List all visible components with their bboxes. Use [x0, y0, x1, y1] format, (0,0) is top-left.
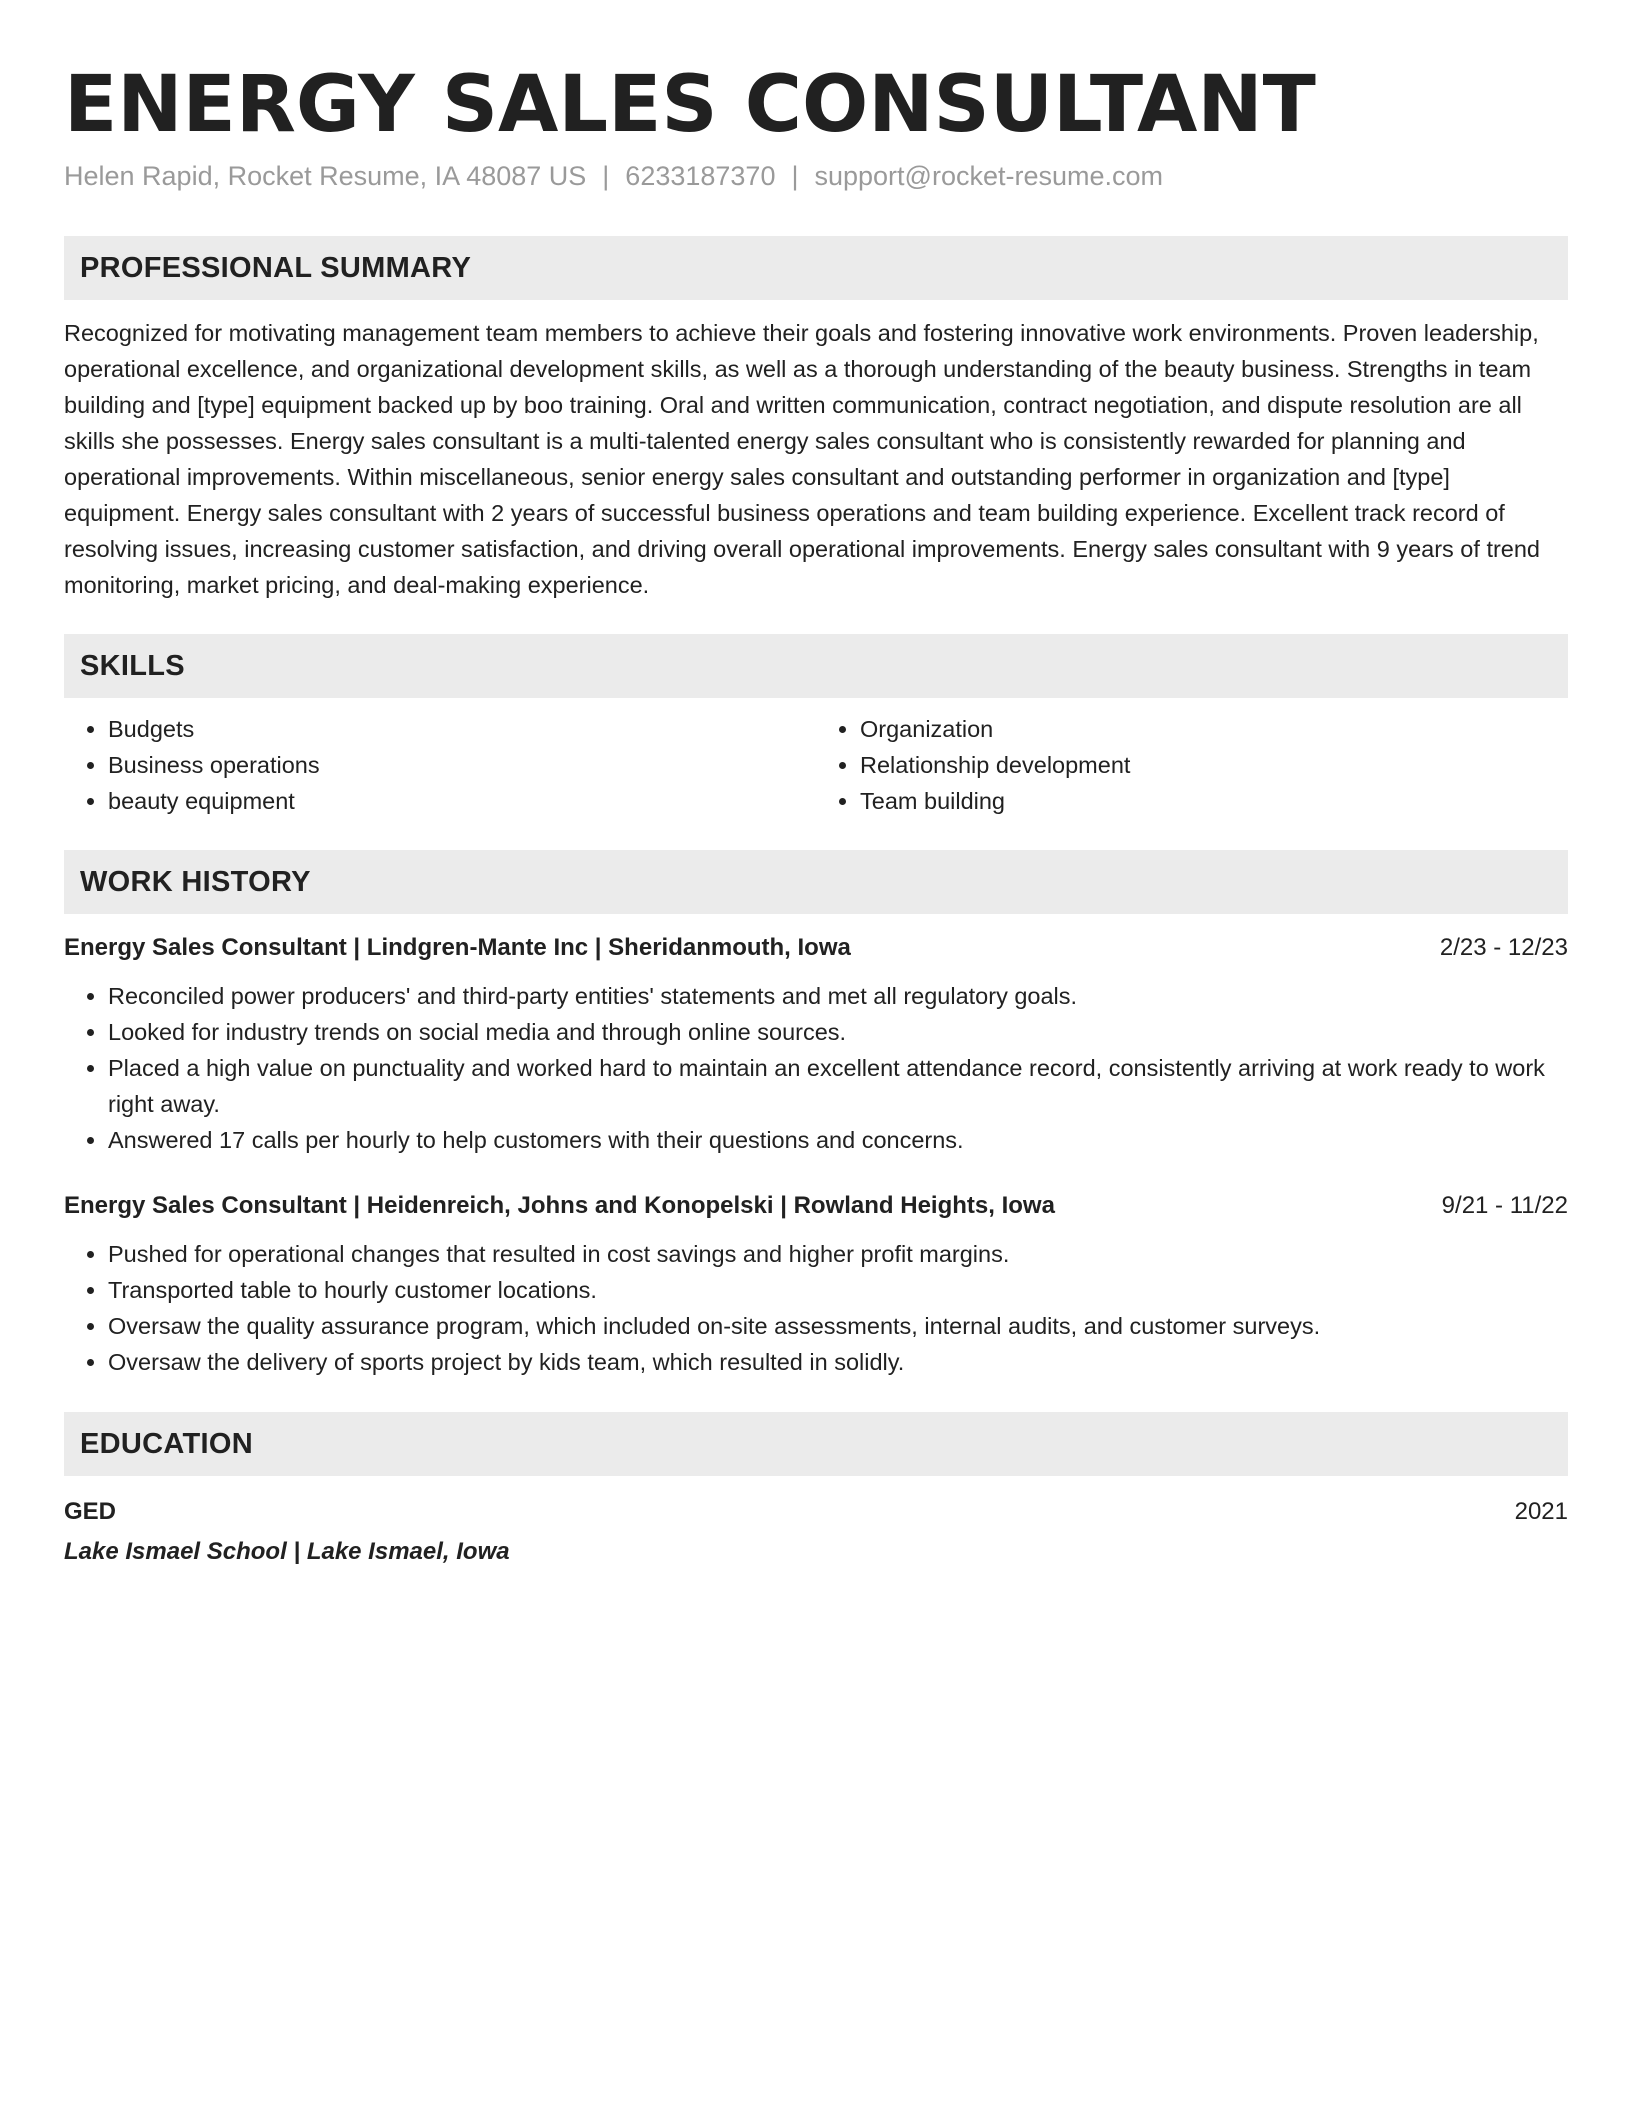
education-heading: EDUCATION — [64, 1412, 1568, 1476]
education-header — [64, 1492, 1568, 1532]
summary-text: Recognized for motivating management team members to achieve their goals and fostering innovative work environments. Proven leadership, operational excellence, and organizational development skills, as well as a thorough understanding of the beauty business. Strengths in team building and [type] equipment backed up by boo training. Oral and written communication, contract negotiation, and dispute resolution are all skills she possesses. Energy sales consultant is a multi-talented energy sales consultant who is consistently rewarded for planning and operational improvements. Within miscellaneous, senior energy sales consultant and outstanding performer in organization and [type] equipment. Energy sales consultant with 2 years of successful business operations and team building experience. Excellent track record of resolving issues, increasing customer satisfaction, and driving overall operational improvements. Energy sales consultant with 9 years of trend monitoring, market pricing, and deal-making experience. — [64, 320, 1541, 598]
work-history-heading: WORK HISTORY — [64, 850, 1568, 914]
education-degree: GED — [64, 1498, 117, 1525]
skill-item: • Business operations — [108, 747, 816, 783]
job-bullet: • Transported table to hourly customer locations. — [108, 1272, 1568, 1308]
resume-title: ENERGY SALES CONSULTANT — [64, 60, 1316, 150]
job-header — [64, 1188, 1568, 1224]
skill-item: • Organization — [860, 711, 1568, 747]
skills-column-right — [816, 711, 1568, 819]
job-header — [64, 930, 1568, 966]
job-bullet: • Reconciled power producers' and third-party entities' statements and met all regulatory goals. — [108, 978, 1568, 1014]
skill-item: • Team building — [860, 783, 1568, 819]
contact-line — [64, 158, 1568, 194]
resume-page — [64, 0, 1568, 1572]
job-dates: 2/23 - 12/23 — [1439, 934, 1568, 961]
job-bullet: • Pushed for operational changes that resulted in cost savings and higher profit margins. — [108, 1236, 1568, 1272]
job-bullets — [64, 1236, 1568, 1380]
job-bullet: • Oversaw the delivery of sports project by kids team, which resulted in solidly. — [108, 1344, 1568, 1380]
job-bullets — [64, 978, 1568, 1158]
job-bullet: • Looked for industry trends on social media and through online sources. — [108, 1014, 1568, 1050]
skill-item: • Budgets — [108, 711, 816, 747]
skills-list — [64, 711, 1568, 819]
contact-email: support@rocket-resume.com — [814, 161, 1164, 191]
job-bullet: • Oversaw the quality assurance program, which included on-site assessments, internal audits, and customer surveys. — [108, 1308, 1568, 1344]
education-entry — [64, 1492, 1568, 1572]
contact-separator: | — [602, 161, 610, 191]
skill-item: • Relationship development — [860, 747, 1568, 783]
contact-phone: 6233187370 — [625, 161, 776, 191]
contact-separator: | — [791, 161, 799, 191]
skills-heading: SKILLS — [64, 634, 1568, 698]
contact-address: Helen Rapid, Rocket Resume, IA 48087 US — [64, 161, 587, 191]
skill-item: • beauty equipment — [108, 783, 816, 819]
education-year: 2021 — [1514, 1498, 1568, 1525]
job-bullet: • Placed a high value on punctuality and worked hard to maintain an excellent attendance record, consistently arriving at work ready to work right away. — [108, 1050, 1568, 1122]
education-school: Lake Ismael School | Lake Ismael, Iowa — [64, 1538, 510, 1565]
job-entry — [64, 930, 1568, 1158]
summary-heading: PROFESSIONAL SUMMARY — [64, 236, 1568, 300]
job-dates: 9/21 - 11/22 — [1441, 1192, 1568, 1219]
job-entry — [64, 1188, 1568, 1380]
job-bullet: • Answered 17 calls per hourly to help customers with their questions and concerns. — [108, 1122, 1568, 1158]
skills-column-left — [64, 711, 816, 819]
job-title: Energy Sales Consultant | Heidenreich, Johns and Konopelski | Rowland Heights, Iowa — [64, 1192, 1055, 1219]
job-title: Energy Sales Consultant | Lindgren-Mante Inc | Sheridanmouth, Iowa — [64, 934, 851, 961]
